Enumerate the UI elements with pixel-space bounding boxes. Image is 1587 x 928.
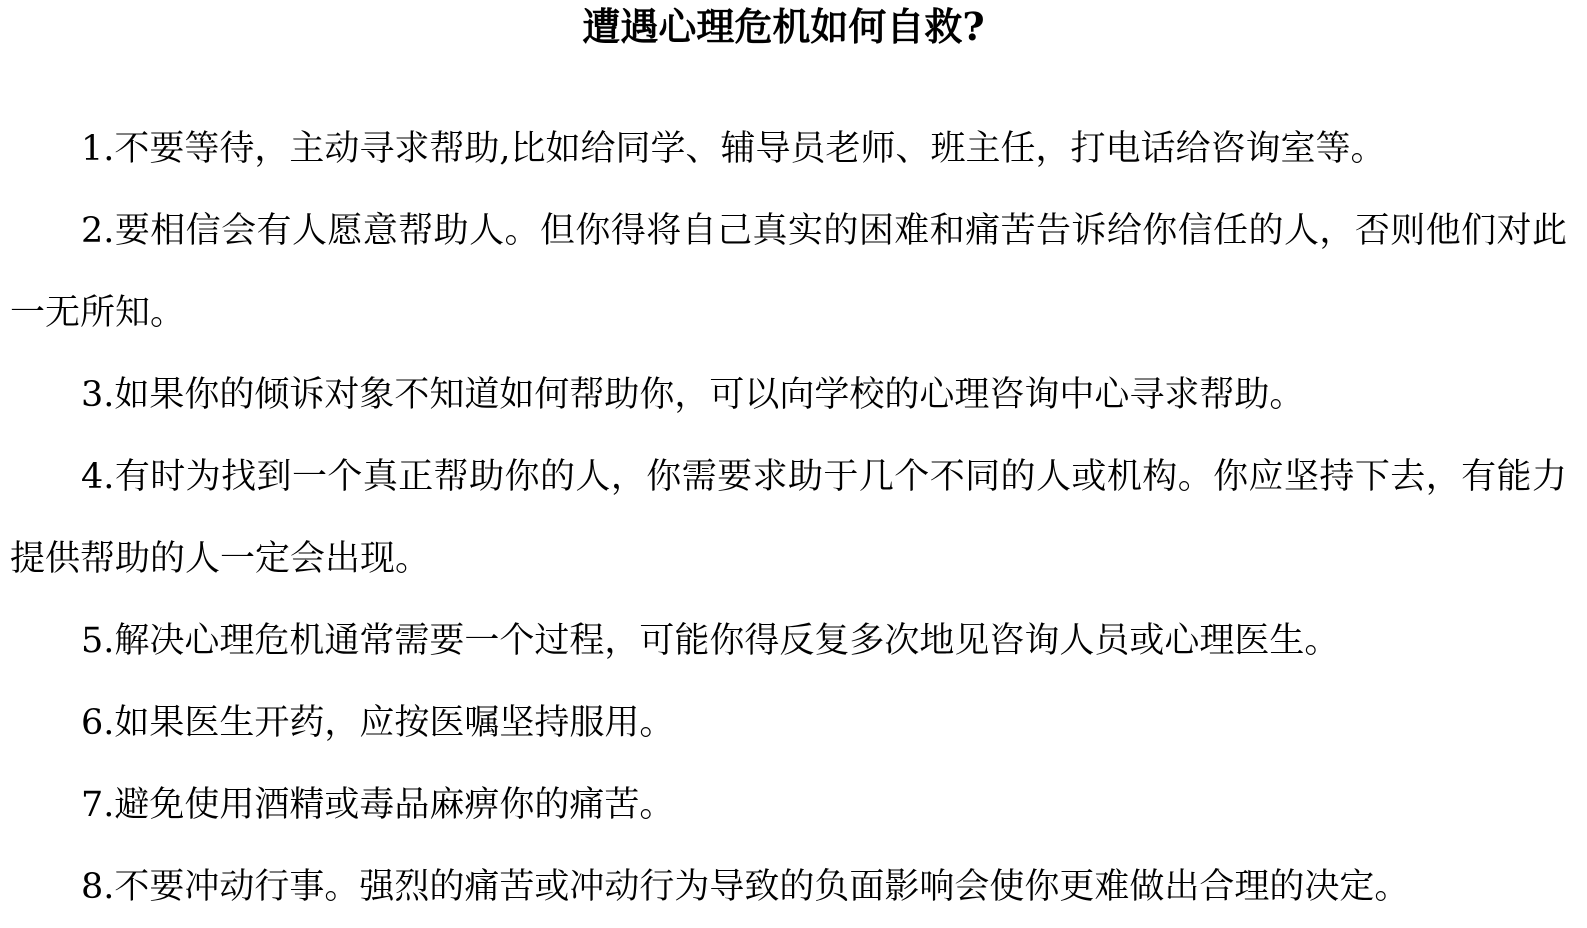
advice-item-3: 3.如果你的倾诉对象不知道如何帮助你，可以向学校的心理咨询中心寻求帮助。 [81,375,1305,415]
document-title: 遭遇心理危机如何自救? [582,4,985,49]
advice-item-7: 7.避免使用酒精或毒品麻痹你的痛苦。 [81,785,675,825]
advice-item-6: 6.如果医生开药，应按医嘱坚持服用。 [81,703,675,743]
advice-item-2: 2.要相信会有人愿意帮助人。但你得将自己真实的困难和痛苦告诉给你信任的人，否则他们对此一无所知。 [10,211,1567,333]
advice-item-4: 4.有时为找到一个真正帮助你的人，你需要求助于几个不同的人或机构。你应坚持下去，有能力提供帮助的人一定会出现。 [10,457,1567,579]
advice-item-8: 8.不要冲动行事。强烈的痛苦或冲动行为导致的负面影响会使你更难做出合理的决定。 [81,867,1410,907]
advice-item-5: 5.解决心理危机通常需要一个过程，可能你得反复多次地见咨询人员或心理医生。 [81,621,1340,661]
advice-list [10,108,1567,928]
advice-item-1: 1.不要等待，主动寻求帮助,比如给同学、辅导员老师、班主任，打电话给咨询室等。 [81,129,1386,169]
